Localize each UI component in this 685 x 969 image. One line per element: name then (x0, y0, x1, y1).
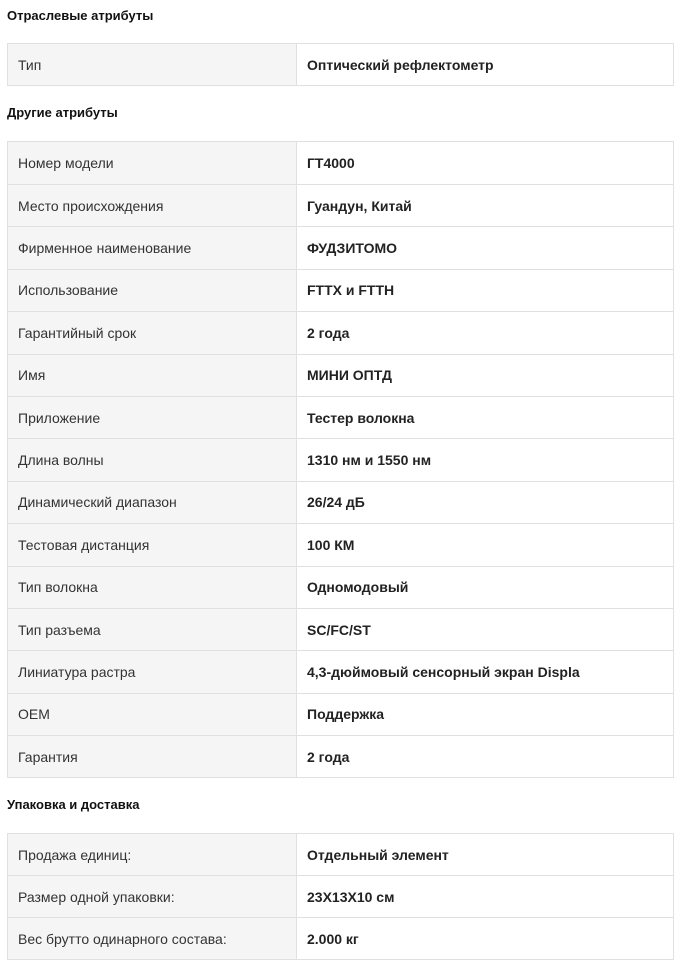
attribute-row (8, 566, 674, 608)
attribute-key: Вес брутто одинарного состава: (8, 918, 297, 960)
attribute-value: МИНИ ОПТД (297, 354, 674, 396)
attribute-key: Гарантийный срок (8, 312, 297, 354)
attribute-key: Имя (8, 354, 297, 396)
attribute-value: Оптический рефлектометр (297, 44, 674, 86)
attribute-value: Тестер волокна (297, 396, 674, 438)
attribute-key: Продажа единиц: (8, 834, 297, 876)
attribute-value: 26/24 дБ (297, 481, 674, 523)
attribute-key: Место происхождения (8, 185, 297, 227)
attribute-value: ФУДЗИТОМО (297, 227, 674, 269)
attribute-key: Гарантия (8, 736, 297, 778)
industry-attributes-title: Отраслевые атрибуты (7, 8, 154, 23)
attribute-row (8, 396, 674, 438)
attribute-key: Длина волны (8, 439, 297, 481)
attribute-key: Фирменное наименование (8, 227, 297, 269)
attribute-row (8, 439, 674, 481)
attribute-value: Гуандун, Китай (297, 185, 674, 227)
attribute-key: Приложение (8, 396, 297, 438)
other-attributes-title: Другие атрибуты (7, 105, 118, 120)
attribute-key: Тип (8, 44, 297, 86)
attribute-row (8, 876, 674, 918)
attribute-key: Тип волокна (8, 566, 297, 608)
packaging-delivery-title: Упаковка и доставка (7, 797, 140, 812)
attribute-value: 2.000 кг (297, 918, 674, 960)
attribute-value: FTTX и FTTH (297, 269, 674, 311)
attribute-row (8, 312, 674, 354)
attribute-row (8, 227, 674, 269)
attribute-key: Размер одной упаковки: (8, 876, 297, 918)
attribute-row (8, 354, 674, 396)
attribute-row (8, 142, 674, 185)
attribute-key: Использование (8, 269, 297, 311)
attribute-value: ГТ4000 (297, 142, 674, 185)
attribute-value: 2 года (297, 312, 674, 354)
attribute-row (8, 44, 674, 86)
attribute-key: Тип разъема (8, 608, 297, 650)
attribute-value: 23X13X10 см (297, 876, 674, 918)
attribute-row (8, 608, 674, 650)
attribute-row (8, 736, 674, 778)
attribute-row (8, 693, 674, 735)
attribute-value: Отдельный элемент (297, 834, 674, 876)
attribute-value: 100 КМ (297, 524, 674, 566)
attribute-value: 1310 нм и 1550 нм (297, 439, 674, 481)
attribute-value: Одномодовый (297, 566, 674, 608)
other-attributes-table (7, 141, 674, 778)
attribute-key: OEM (8, 693, 297, 735)
attribute-key: Тестовая дистанция (8, 524, 297, 566)
attribute-key: Линиатура растра (8, 651, 297, 693)
attribute-value: 4,3-дюймовый сенсорный экран Displa (297, 651, 674, 693)
attribute-row (8, 651, 674, 693)
attribute-row (8, 918, 674, 960)
industry-attributes-table (7, 43, 674, 86)
attribute-value: SC/FC/ST (297, 608, 674, 650)
attribute-key: Номер модели (8, 142, 297, 185)
attribute-row (8, 185, 674, 227)
attribute-row (8, 481, 674, 523)
attribute-row (8, 524, 674, 566)
attribute-row (8, 834, 674, 876)
packaging-delivery-table (7, 833, 674, 960)
attribute-value: 2 года (297, 736, 674, 778)
attribute-key: Динамический диапазон (8, 481, 297, 523)
attribute-value: Поддержка (297, 693, 674, 735)
attribute-row (8, 269, 674, 311)
